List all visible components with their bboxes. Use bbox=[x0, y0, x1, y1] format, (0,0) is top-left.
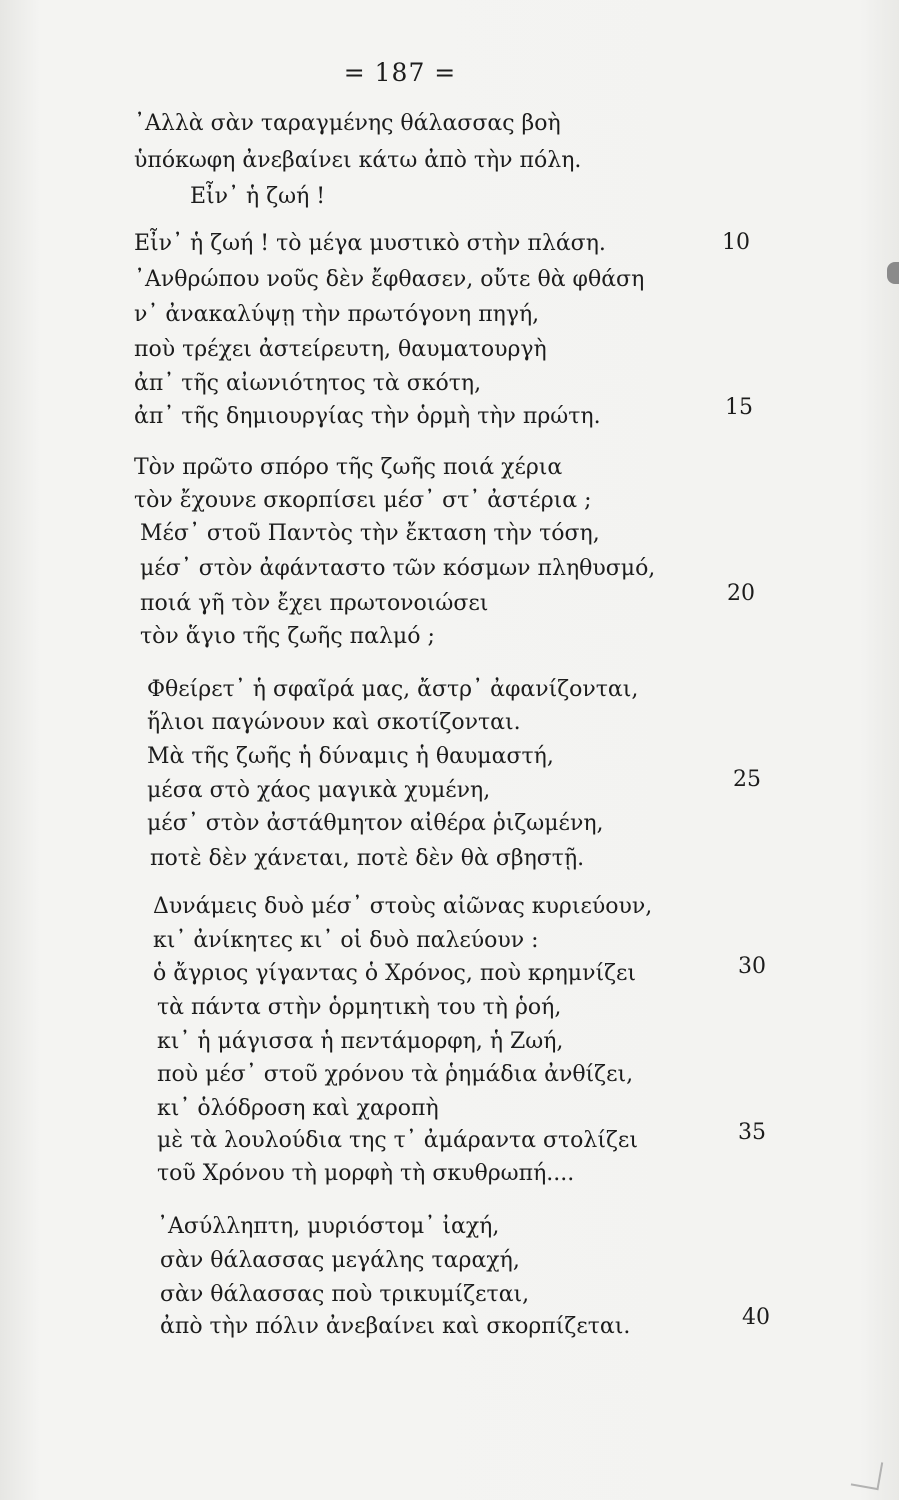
poem-line: ποτὲ δὲν χάνεται, ποτὲ δὲν θὰ σβηστῇ. bbox=[150, 846, 585, 871]
page-number: = 187 = bbox=[343, 58, 457, 87]
poem-line: σὰν θάλασσας ποὺ τρικυμίζεται, bbox=[160, 1282, 530, 1307]
poem-line: ᾿Ασύλληπτη, μυριόστομ᾿ ἰαχή, bbox=[157, 1214, 500, 1239]
poem-line: τὸν ἅγιο τῆς ζωῆς παλμό ; bbox=[140, 624, 435, 649]
line-number: 40 bbox=[742, 1305, 770, 1330]
poem-line: ἀπ᾿ τῆς αἰωνιότητος τὰ σκότη, bbox=[134, 371, 482, 396]
poem-line: τοῦ Χρόνου τὴ μορφὴ τὴ σκυθρωπή.... bbox=[157, 1161, 575, 1186]
poem-line: κι᾿ ἡ μάγισσα ἡ πεντάμορφη, ἡ Ζωή, bbox=[157, 1029, 564, 1054]
poem-line: Φθείρετ᾿ ἡ σφαῖρά μας, ἄστρ᾿ ἀφανίζονται, bbox=[147, 677, 639, 702]
page-corner bbox=[851, 1458, 883, 1490]
line-number: 15 bbox=[725, 395, 753, 420]
poem-line: Δυνάμεις δυὸ μέσ᾿ στοὺς αἰῶνας κυριεύουν, bbox=[153, 894, 653, 919]
poem-line: μέσ᾿ στὸν ἀστάθμητον αἰθέρα ῥιζωμένη, bbox=[147, 811, 604, 836]
poem-line: τὸν ἔχουνε σκορπίσει μέσ᾿ στ᾿ ἀστέρια ; bbox=[134, 488, 592, 513]
poem-line: ὑπόκωφη ἀνεβαίνει κάτω ἀπὸ τὴν πόλη. bbox=[134, 148, 582, 173]
poem-line: Εἶν᾿ ἡ ζωή ! τὸ μέγα μυστικὸ στὴν πλάση. bbox=[134, 231, 606, 256]
poem-line: ποὺ μέσ᾿ στοῦ χρόνου τὰ ῥημάδια ἀνθίζει, bbox=[157, 1062, 634, 1087]
line-number: 35 bbox=[738, 1120, 766, 1145]
poem-line: κι᾿ ὁλόδροση καὶ χαροπὴ bbox=[157, 1096, 439, 1121]
poem-line: ἥλιοι παγώνουν καὶ σκοτίζονται. bbox=[147, 710, 521, 735]
line-number: 10 bbox=[722, 230, 750, 255]
poem-line: ποιά γῆ τὸν ἔχει πρωτονοιώσει bbox=[140, 591, 489, 616]
line-number: 25 bbox=[733, 767, 761, 792]
poem-line: Μέσ᾿ στοῦ Παντὸς τὴν ἔκταση τὴν τόση, bbox=[140, 521, 600, 546]
poem-line: ὁ ἄγριος γίγαντας ὁ Χρόνος, ποὺ κρημνίζει bbox=[153, 961, 637, 986]
poem-line: μὲ τὰ λουλούδια της τ᾿ ἀμάραντα στολίζει bbox=[157, 1128, 638, 1153]
line-number: 30 bbox=[738, 954, 766, 979]
poem-line: ν᾿ ἀνακαλύψῃ τὴν πρωτόγονη πηγή, bbox=[134, 302, 540, 327]
poem-line: ἀπ᾿ τῆς δημιουργίας τὴν ὁρμὴ τὴν πρώτη. bbox=[134, 404, 601, 429]
poem-line: τὰ πάντα στὴν ὁρμητικὴ του τὴ ῥοή, bbox=[157, 995, 562, 1020]
poem-line: μέσ᾿ στὸν ἀφάνταστο τῶν κόσμων πληθυσμό, bbox=[140, 556, 656, 581]
line-number: 20 bbox=[727, 581, 755, 606]
binding-mark bbox=[887, 262, 899, 284]
poem-line: ᾿Αλλὰ σὰν ταραγμένης θάλασσας βοὴ bbox=[134, 111, 561, 136]
poem-line: κι᾿ ἀνίκητες κι᾿ οἱ δυὸ παλεύουν : bbox=[153, 928, 539, 953]
poem-line: ποὺ τρέχει ἀστείρευτη, θαυματουργὴ bbox=[134, 337, 547, 362]
poem-line: Εἶν᾿ ἡ ζωή ! bbox=[190, 184, 326, 209]
poem-line: Τὸν πρῶτο σπόρο τῆς ζωῆς ποιά χέρια bbox=[134, 455, 563, 480]
poem-line: μέσα στὸ χάος μαγικὰ χυμένη, bbox=[147, 778, 491, 803]
poem-line: σὰν θάλασσας μεγάλης ταραχή, bbox=[160, 1248, 520, 1273]
poem-line: Μὰ τῆς ζωῆς ἡ δύναμις ἡ θαυμαστή, bbox=[147, 744, 554, 769]
poem-line: ἀπὸ τὴν πόλιν ἀνεβαίνει καὶ σκορπίζεται. bbox=[160, 1314, 631, 1339]
poem-line: ᾿Ανθρώπου νοῦς δὲν ἔφθασεν, οὔτε θὰ φθάση bbox=[134, 267, 645, 292]
